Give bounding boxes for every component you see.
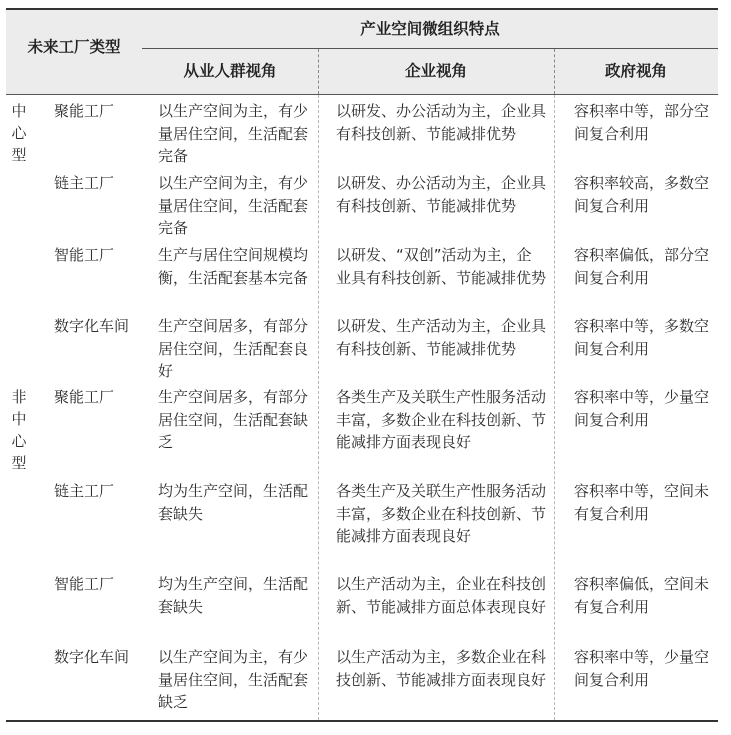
enterprise-cell: 以生产活动为主，多数企业在科技创新、节能减排方面表现良好 [336, 648, 547, 689]
header-group-title: 产业空间微组织特点 [360, 20, 500, 38]
workers-cell: 生产空间居多，有部分居住空间，生活配套缺乏 [158, 388, 309, 451]
header-bottom-rule [6, 94, 718, 95]
table-bottom-rule [6, 720, 718, 722]
workers-cell: 生产与居住空间规模均衡，生活配套基本完备 [158, 246, 309, 287]
government-cell: 容积率中等，少量空间复合利用 [574, 388, 710, 429]
group-label-non-central: 非中心型 [11, 388, 27, 472]
enterprise-cell: 以研发、“双创”活动为主，企业具有科技创新、节能减排优势 [336, 246, 547, 287]
factory-type-cell: 数字化车间 [54, 317, 130, 335]
enterprise-cell: 以研发、办公活动为主，企业具有科技创新、节能减排优势 [336, 174, 547, 215]
government-cell: 容积率中等，少量空间复合利用 [574, 648, 710, 689]
government-cell: 容积率偏低，空间未有复合利用 [574, 575, 710, 616]
workers-cell: 以生产空间为主，有少量居住空间，生活配套完备 [158, 102, 309, 165]
header-factory-type: 未来工厂类型 [27, 38, 121, 56]
workers-cell: 以生产空间为主，有少量居住空间，生活配套完备 [158, 174, 309, 237]
workers-cell: 均为生产空间，生活配套缺失 [158, 575, 309, 616]
group-label-central: 中心型 [11, 102, 27, 164]
enterprise-cell: 以生产活动为主，企业在科技创新、节能减排方面总体表现良好 [336, 575, 547, 616]
government-cell: 容积率中等，部分空间复合利用 [574, 102, 710, 143]
column-divider [554, 95, 555, 720]
government-cell: 容积率偏低，部分空间复合利用 [574, 246, 710, 287]
enterprise-cell: 以研发、生产活动为主，企业具有科技创新、节能减排优势 [336, 317, 547, 358]
table-top-rule [6, 8, 718, 10]
header-government-perspective: 政府视角 [604, 62, 667, 80]
workers-cell: 均为生产空间，生活配套缺失 [158, 482, 309, 523]
enterprise-cell: 各类生产及关联生产性服务活动丰富，多数企业在科技创新、节能减排方面表现良好 [336, 482, 547, 545]
factory-type-cell: 智能工厂 [54, 246, 115, 264]
header-workers-perspective: 从业人群视角 [183, 62, 277, 80]
government-cell: 容积率较高，多数空间复合利用 [574, 174, 710, 215]
factory-type-cell: 聚能工厂 [54, 102, 115, 120]
factory-type-cell: 智能工厂 [54, 575, 115, 593]
enterprise-cell: 以研发、办公活动为主，企业具有科技创新、节能减排优势 [336, 102, 547, 143]
workers-cell: 生产空间居多，有部分居住空间，生活配套良好 [158, 317, 309, 380]
factory-type-cell: 链主工厂 [54, 482, 115, 500]
header-enterprise-perspective: 企业视角 [404, 62, 467, 80]
government-cell: 容积率中等，多数空间复合利用 [574, 317, 710, 358]
factory-type-cell: 数字化车间 [54, 648, 130, 666]
column-divider [318, 95, 319, 720]
enterprise-cell: 各类生产及关联生产性服务活动丰富，多数企业在科技创新、节能减排方面表现良好 [336, 388, 547, 451]
factory-type-cell: 链主工厂 [54, 174, 115, 192]
workers-cell: 以生产空间为主，有少量居住空间，生活配套缺乏 [158, 648, 309, 711]
header-mid-rule [142, 48, 718, 49]
factory-type-cell: 聚能工厂 [54, 388, 115, 406]
government-cell: 容积率中等，空间未有复合利用 [574, 482, 710, 523]
